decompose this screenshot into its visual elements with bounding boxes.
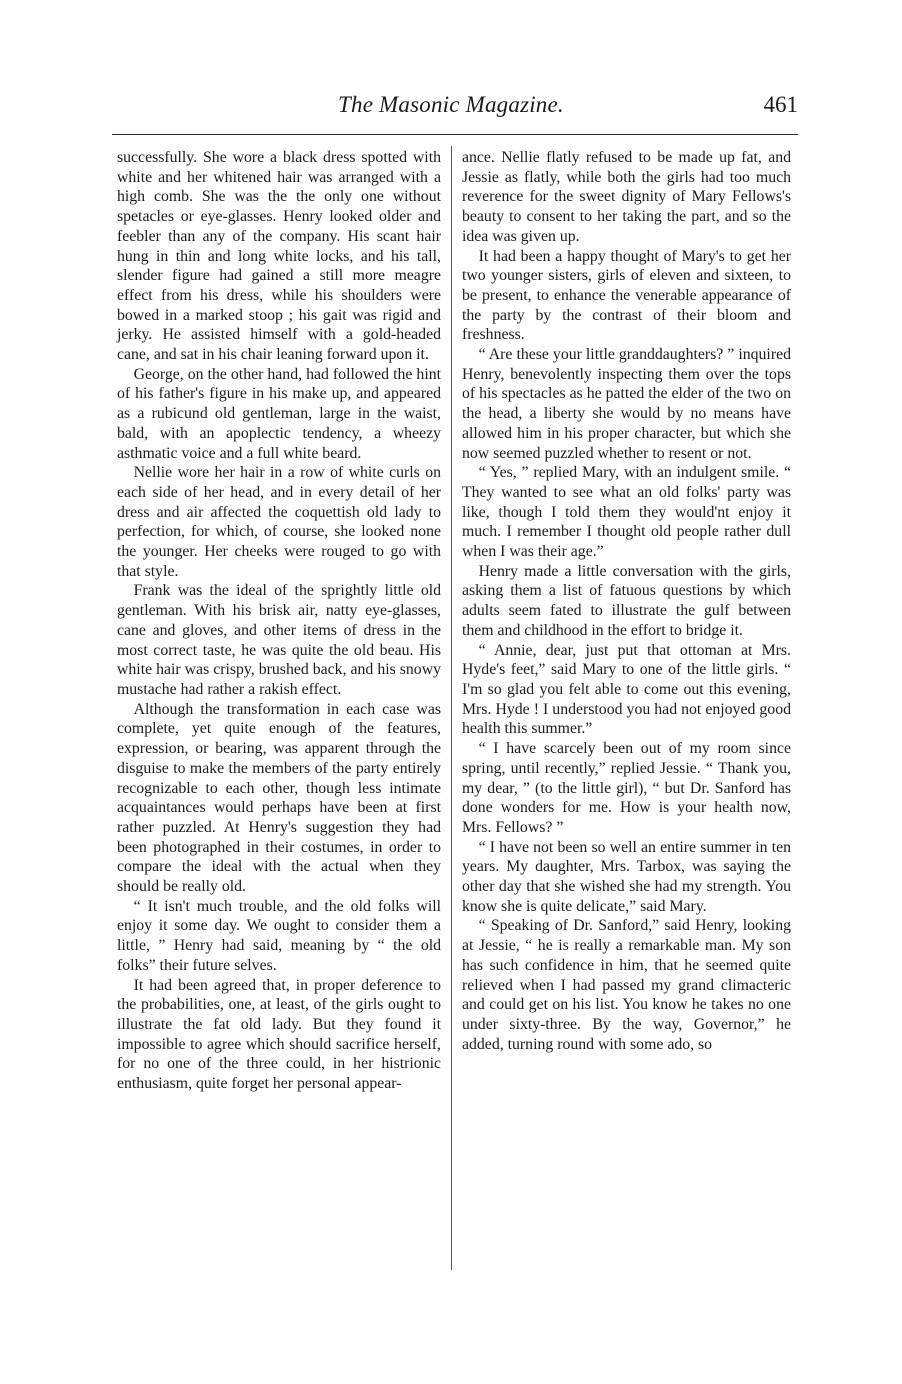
paragraph: ance. Nellie flatly refused to be made up fat, and Jessie as flatly, while both the girls had too much reverence for the sweet dignity of Mary Fellows's beauty to consent to her taking the part, and so the idea was given up. <box>462 149 791 245</box>
paragraph: It had been a happy thought of Mary's to get her two younger sisters, girls of eleven and sixteen, to be present, to enhance the venerable appearance of the party by the contrast of their bloom and freshness. <box>462 247 791 344</box>
paragraph: “ It isn't much trouble, and the old folks will enjoy it some day. We ought to consider them a little, ” Henry had said, meaning by “ the old folks” their future selves. <box>117 897 441 974</box>
right-column <box>462 148 791 1054</box>
column-divider <box>451 146 452 1270</box>
paragraph: “ Yes, ” replied Mary, with an indulgent smile. “ They wanted to see what an old folks' party was like, though I told them they would'nt enjoy it much. I remember I thought old people rather dull when I was their age.” <box>462 464 791 561</box>
page-number: 461 <box>763 92 798 117</box>
header-rule <box>112 134 798 135</box>
paragraph: George, on the other hand, had followed the hint of his father's figure in his make up, and appeared as a rubicund old gentleman, large in the waist, bald, with an apoplectic tendency, a wheezy asthmatic voice and a full white beard. <box>117 365 441 462</box>
paragraph: Frank was the ideal of the sprightly little old gentleman. With his brisk air, natty eye-glasses, cane and gloves, and other items of dress in the most correct taste, he was quite the old beau. His white hair was crispy, brushed back, and his snowy mustache had rather a rakish effect. <box>117 582 441 698</box>
paragraph: It had been agreed that, in proper deference to the probabilities, one, at least, of the girls ought to illustrate the fat old lady. But they found it impossible to agree which should sacrifice herself, for no one of the three could, in her histrionic enthusiasm, quite forget her personal appear- <box>117 976 441 1093</box>
paragraph: “ I have not been so well an entire summer in ten years. My daughter, Mrs. Tarbox, was saying the other day that she wished she had my strength. You know she is quite delicate,” said Mary. <box>462 838 791 915</box>
paragraph: Although the transformation in each case was complete, yet quite enough of the features, expression, or bearing, was apparent through the disguise to make the members of the party entirely recognizable to each other, though less intimate acquaintances would perhaps have been at first rather puzzled. At Henry's suggestion they had been photographed in their costumes, in order to compare the ideal with the actual when they should be really old. <box>117 700 441 896</box>
paragraph: Henry made a little conversation with the girls, asking them a list of fatuous questions by which adults seem fated to illustrate the gulf between them and childhood in the effort to bridge it. <box>462 562 791 639</box>
page-header <box>112 92 798 132</box>
running-title: The Masonic Magazine. <box>338 92 564 117</box>
left-column <box>117 148 441 1094</box>
paragraph: “ Are these your little granddaughters? ” inquired Henry, benevolently inspecting them over the tops of his spectacles as he patted the elder of the two on the head, a liberty she would by no means have allowed him in his proper character, but which she now seemed puzzled whether to resent or not. <box>462 346 791 462</box>
paragraph: “ Annie, dear, just put that ottoman at Mrs. Hyde's feet,” said Mary to one of the little girls. “ I'm so glad you felt able to come out this evening, Mrs. Hyde ! I understood you had not enjoyed good health this summer.” <box>462 641 791 738</box>
paragraph: Nellie wore her hair in a row of white curls on each side of her head, and in every detail of her dress and air affected the coquettish old lady to perfection, for which, of course, she looked none the younger. Her cheeks were rouged to go with that style. <box>117 464 441 580</box>
paragraph: “ I have scarcely been out of my room since spring, until recently,” replied Jessie. “ Thank you, my dear, ” (to the little girl), “ but Dr. Sanford has done wonders for me. How is your health now, Mrs. Fellows? ” <box>462 740 791 836</box>
paragraph: “ Speaking of Dr. Sanford,” said Henry, looking at Jessie, “ he is really a remarkable man. My son has such confidence in him, that he seemed quite relieved when I had passed my grand climacteric and could get on his list. You know he takes no one under sixty-three. By the way, Governor,” he added, turning round with some ado, so <box>462 917 791 1053</box>
paragraph: successfully. She wore a black dress spotted with white and her whitened hair was arranged with a high comb. She was the the only one without spetacles or eye-glasses. Henry looked older and feebler than any of the company. His scant hair hung in thin and long white locks, and his tall, slender figure had gained a still more meagre effect from his dress, while his shoulders were bowed in a marked stoop ; his gait was rigid and jerky. He assisted himself with a gold-headed cane, and sat in his chair leaning forward upon it. <box>117 149 441 364</box>
